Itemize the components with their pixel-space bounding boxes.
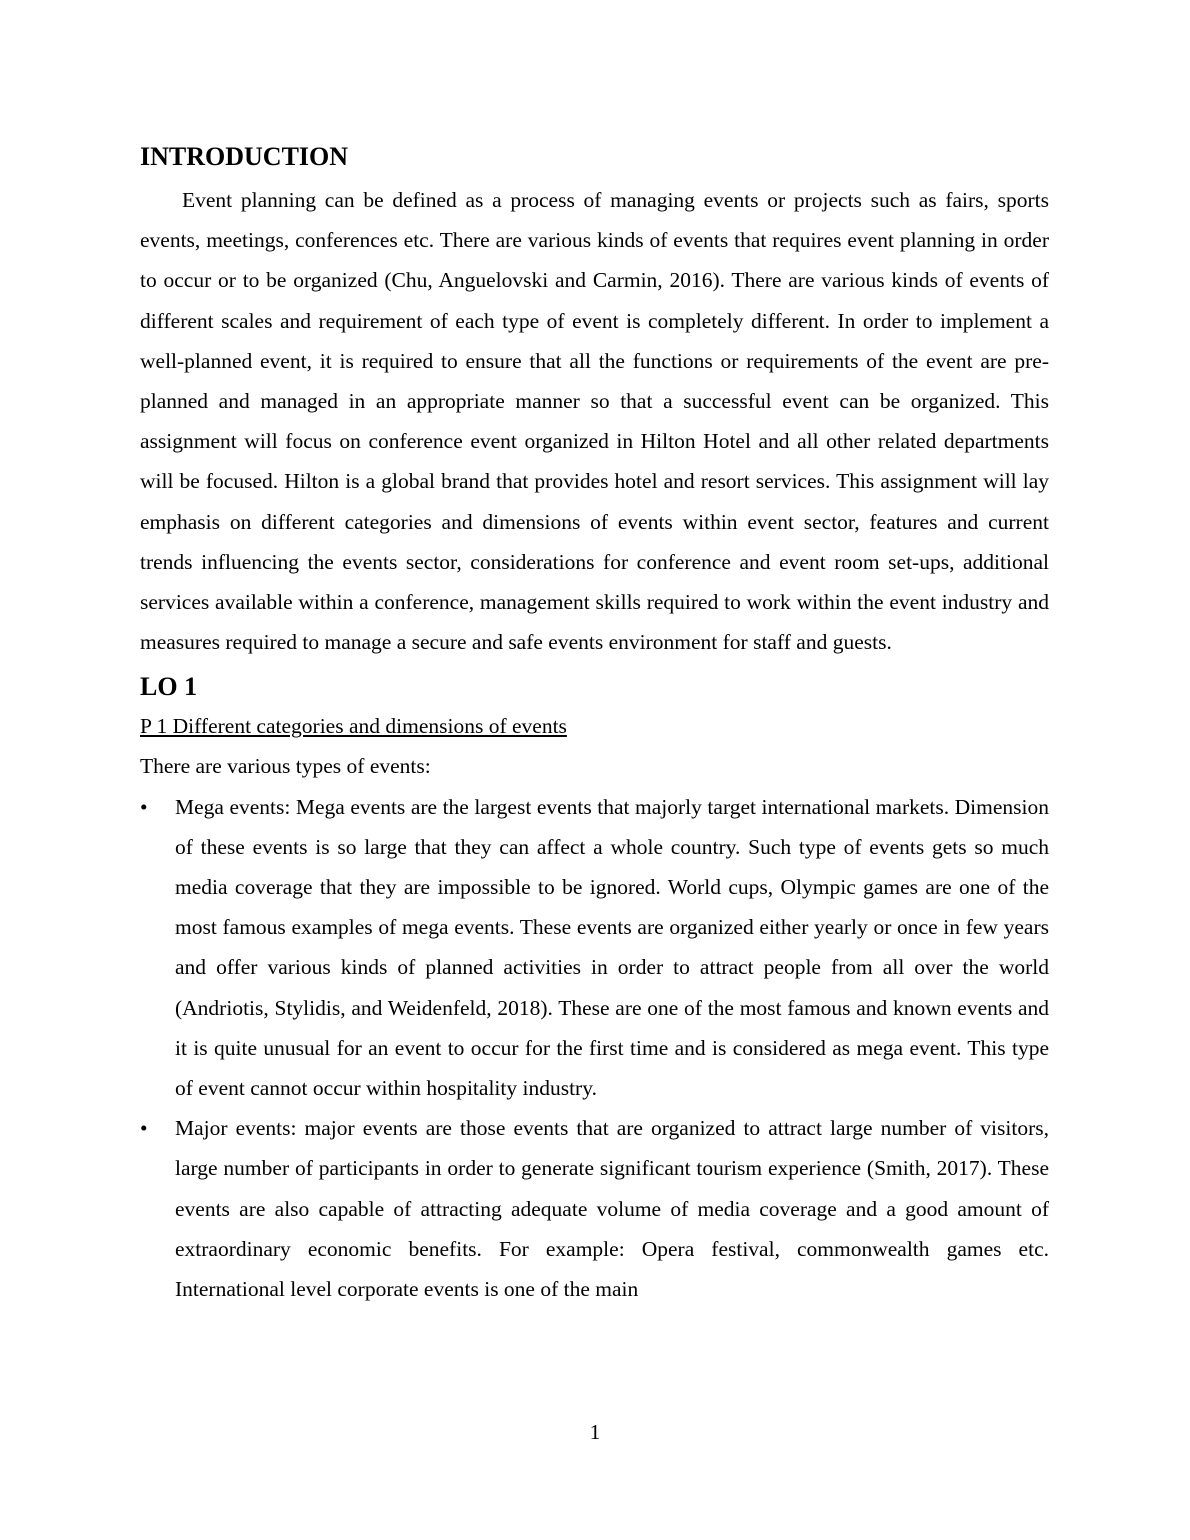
page-content (140, 140, 1049, 1309)
p1-subheading: P 1 Different categories and dimensions of events (140, 714, 567, 739)
event-types-list (140, 787, 1049, 1310)
bullet-icon: • (140, 1116, 148, 1141)
page-number: 1 (589, 1420, 601, 1444)
types-intro-text: There are various types of events: (140, 754, 431, 779)
list-item-major-events (140, 1108, 1049, 1309)
bullet-icon: • (140, 794, 148, 819)
list-item-text: Major events: major events are those events that are organized to attract large number of visitors, large number of participants in order to generate significant tourism experience (Smith, 2017). These events are also capable of attracting adequate volume of media coverage and a good amount of extraordinary economic benefits. For example: Opera festival, commonwealth games etc. International level corporate events is one of the main (175, 1116, 1049, 1302)
introduction-paragraph: Event planning can be defined as a process of managing events or projects such as fairs, sports events, meetings, conferences etc. There are various kinds of events that requires event planning in order to occur or to be organized (Chu, Anguelovski and Carmin, 2016). There are various kinds of events of different scales and requirement of each type of event is completely different. In order to implement a well-planned event, it is required to ensure that all the functions or requirements of the event are pre-planned and managed in an appropriate manner so that a successful event can be organized. This assignment will focus on conference event organized in Hilton Hotel and all other related departments will be focused. Hilton is a global brand that provides hotel and resort services. This assignment will lay emphasis on different categories and dimensions of events within event sector, features and current trends influencing the events sector, considerations for conference and event room set-ups, additional services available within a conference, management skills required to work within the event industry and measures required to manage a secure and safe events environment for staff and guests. (140, 188, 1049, 655)
list-item-text: Mega events: Mega events are the largest events that majorly target international markets. Dimension of these events is so large that they can affect a whole country. Such type of events gets so much media coverage that they are impossible to be ignored. World cups, Olympic games are one of the most famous examples of mega events. These events are organized either yearly or once in few years and offer various kinds of planned activities in order to attract people from all over the world (Andriotis, Stylidis, and Weidenfeld, 2018). These are one of the most famous and known events and it is quite unusual for an event to occur for the first time and is considered as mega event. This type of event cannot occur within hospitality industry. (175, 794, 1049, 1101)
lo1-heading: LO 1 (140, 672, 198, 702)
introduction-heading: INTRODUCTION (140, 142, 349, 171)
list-item-mega-events (140, 787, 1049, 1109)
